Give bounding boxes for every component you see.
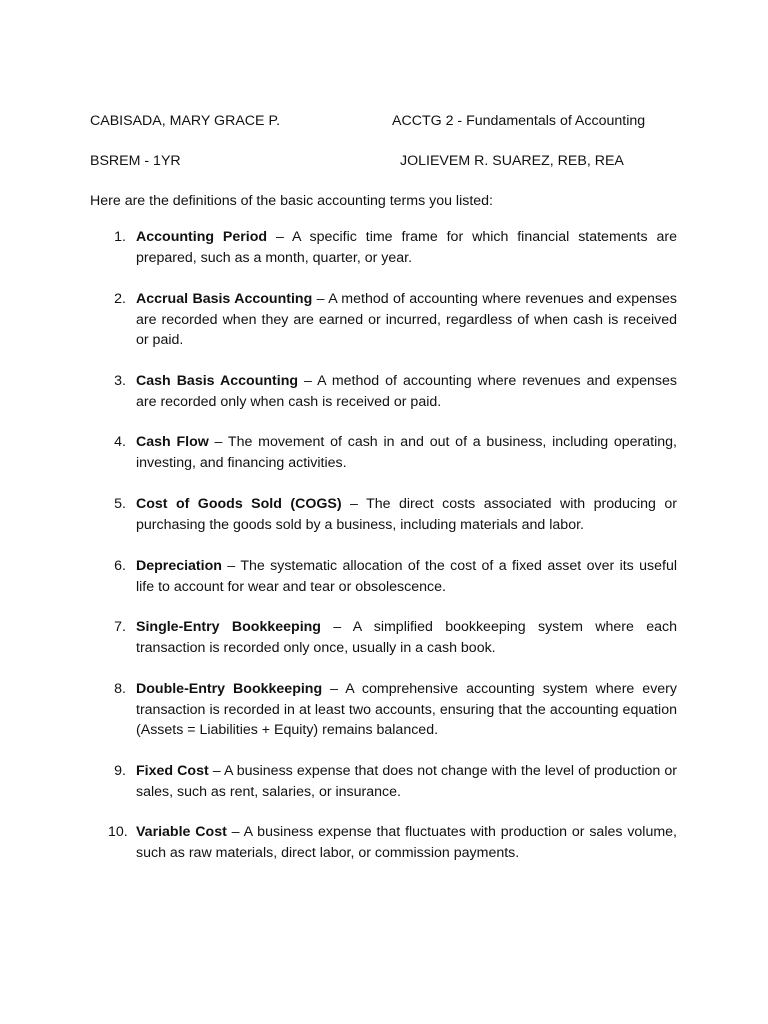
item-body — [136, 761, 677, 802]
student-name: CABISADA, MARY GRACE P. — [90, 113, 281, 129]
item-definition: – A method of accounting where revenues and expenses are recorded only when cash is received or paid. — [136, 373, 677, 410]
item-term: Accounting Period — [136, 229, 268, 245]
item-number: 2. — [114, 291, 126, 307]
item-definition: – A specific time frame for which financial statements are prepared, such as a month, quarter, or year. — [136, 229, 677, 266]
item-number: 10. — [108, 824, 128, 840]
course-title: ACCTG 2 - Fundamentals of Accounting — [392, 113, 646, 129]
item-term: Double-Entry Bookkeeping — [136, 681, 323, 697]
item-definition: – A simplified bookkeeping system where each transaction is recorded only once, usually in a cash book. — [136, 619, 677, 656]
program-year: BSREM - 1YR — [90, 153, 181, 169]
item-term: Cash Flow — [136, 434, 209, 450]
item-body — [136, 494, 677, 535]
instructor-name: JOLIEVEM R. SUAREZ, REB, REA — [400, 153, 624, 169]
item-definition: – The direct costs associated with producing or purchasing the goods sold by a business, including materials and labor. — [136, 496, 678, 533]
item-term: Single-Entry Bookkeeping — [136, 619, 321, 635]
item-number: 4. — [114, 434, 126, 450]
item-definition: – The movement of cash in and out of a business, including operating, investing, and financing activities. — [136, 434, 677, 471]
item-definition: – A business expense that fluctuates with production or sales volume, such as raw materials, direct labor, or commission payments. — [136, 824, 677, 861]
item-definition: – A method of accounting where revenues and expenses are recorded when they are earned or incurred, regardless of when cash is received or paid. — [136, 291, 677, 349]
item-term: Depreciation — [136, 558, 222, 574]
item-body — [136, 371, 677, 412]
item-definition: – A business expense that does not change with the level of production or sales, such as rent, salaries, or insurance. — [136, 763, 677, 800]
item-term: Variable Cost — [136, 824, 227, 840]
item-number: 5. — [114, 496, 126, 512]
item-number: 8. — [114, 681, 126, 697]
item-body — [136, 617, 677, 658]
item-number: 3. — [114, 373, 126, 389]
item-number: 9. — [114, 763, 126, 779]
item-body — [136, 432, 677, 473]
item-body — [136, 822, 677, 863]
item-term: Fixed Cost — [136, 763, 209, 779]
intro-text: Here are the definitions of the basic accounting terms you listed: — [90, 193, 493, 209]
item-term: Cash Basis Accounting — [136, 373, 299, 389]
item-body — [136, 556, 677, 597]
item-number: 1. — [114, 229, 126, 245]
item-number: 6. — [114, 558, 126, 574]
item-term: Accrual Basis Accounting — [136, 291, 313, 307]
item-definition: – A comprehensive accounting system where every transaction is recorded in at least two accounts, ensuring that the accounting equation (Assets = Liabilities + Equity) remains balanced. — [136, 681, 678, 739]
item-body — [136, 289, 677, 351]
item-definition: – The systematic allocation of the cost of a fixed asset over its useful life to account for wear and tear or obsolescence. — [136, 558, 677, 595]
item-term: Cost of Goods Sold (COGS) — [136, 496, 342, 512]
item-number: 7. — [114, 619, 126, 635]
item-body — [136, 679, 677, 741]
item-body — [136, 227, 677, 268]
